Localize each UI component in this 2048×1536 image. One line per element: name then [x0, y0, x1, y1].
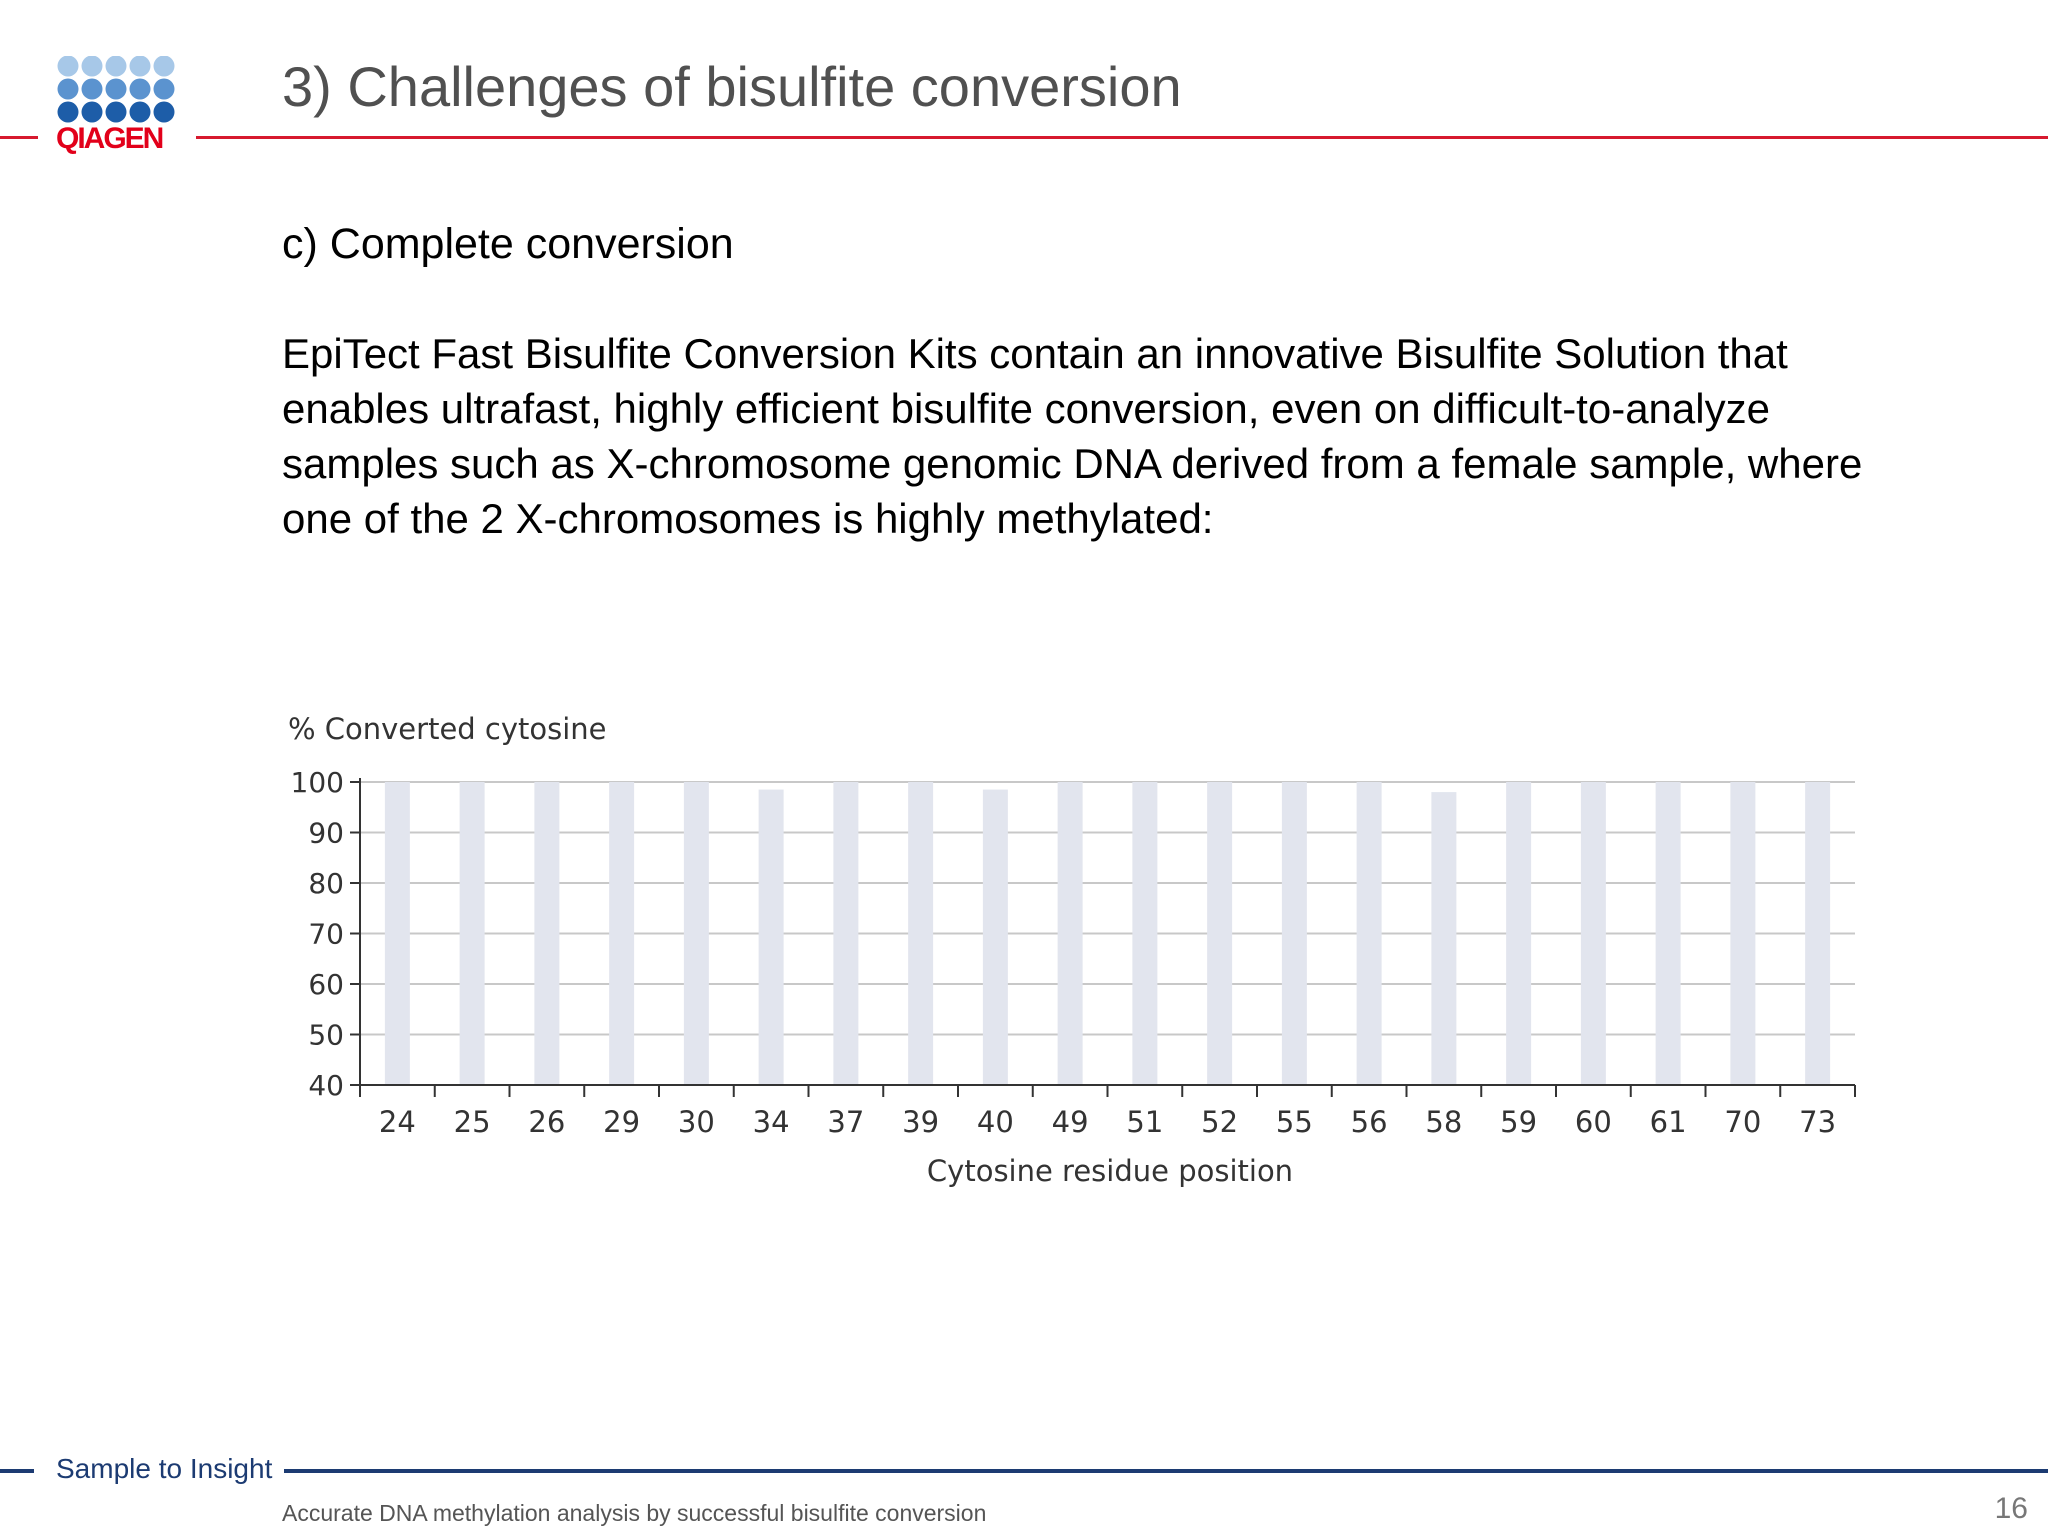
slide-subheading: c) Complete conversion — [282, 220, 734, 268]
header-rule-left — [0, 136, 38, 139]
bar-position-34 — [759, 790, 784, 1085]
conversion-bar-chart — [270, 710, 1870, 1210]
x-tick-label: 25 — [453, 1105, 491, 1139]
bar-position-30 — [684, 782, 709, 1085]
x-tick-label: 58 — [1425, 1105, 1463, 1139]
page-number: 16 — [1994, 1492, 2028, 1525]
logo-dot — [130, 56, 151, 77]
logo-dot — [130, 102, 151, 123]
x-tick-label: 73 — [1799, 1105, 1837, 1139]
bar-position-56 — [1357, 782, 1382, 1085]
logo-dot — [58, 56, 79, 77]
bar-position-59 — [1506, 782, 1531, 1085]
x-tick-label: 34 — [752, 1105, 790, 1139]
x-tick-label: 55 — [1275, 1105, 1313, 1139]
logo-dot — [154, 102, 175, 123]
bar-position-60 — [1581, 782, 1606, 1085]
logo-dot — [154, 79, 175, 100]
logo-dot — [82, 56, 103, 77]
x-tick-label: 49 — [1051, 1105, 1089, 1139]
logo-dot — [58, 102, 79, 123]
logo-dot — [106, 102, 127, 123]
y-tick-label: 50 — [308, 1018, 344, 1052]
logo-dot — [82, 79, 103, 100]
logo-dot — [58, 79, 79, 100]
footer-rule-left — [0, 1469, 34, 1473]
bar-position-40 — [983, 790, 1008, 1085]
footer-caption: Accurate DNA methylation analysis by successful bisulfite conversion — [282, 1500, 987, 1526]
x-tick-label: 52 — [1201, 1105, 1239, 1139]
bar-position-61 — [1656, 782, 1681, 1085]
slide-title: 3) Challenges of bisulfite conversion — [282, 55, 1182, 118]
chart-ylabel: % Converted cytosine — [288, 712, 607, 746]
x-tick-label: 24 — [378, 1105, 416, 1139]
x-tick-label: 30 — [677, 1105, 715, 1139]
x-tick-label: 60 — [1574, 1105, 1612, 1139]
x-tick-label: 56 — [1350, 1105, 1388, 1139]
bar-position-51 — [1132, 782, 1157, 1085]
x-tick-label: 61 — [1649, 1105, 1687, 1139]
footer-rule — [284, 1469, 2048, 1473]
bar-position-70 — [1730, 782, 1755, 1085]
bar-position-29 — [609, 782, 634, 1085]
slide-body-text: EpiTect Fast Bisulfite Conversion Kits contain an innovative Bisulfite Solution that enables ultrafast, highly efficient bisulfite conversion, even on difficult-to-analyze samples such as X-chromosome genomic DNA derived from a female sample, where one of the 2 X-chromosomes is highly methylated: — [282, 330, 1863, 542]
y-tick-label: 40 — [308, 1069, 344, 1102]
bar-position-39 — [908, 782, 933, 1085]
x-tick-label: 39 — [902, 1105, 940, 1139]
bar-position-49 — [1058, 782, 1083, 1085]
x-tick-label: 26 — [528, 1105, 566, 1139]
logo-dot — [82, 102, 103, 123]
x-tick-label: 70 — [1724, 1105, 1762, 1139]
header-rule — [196, 136, 2048, 139]
x-tick-label: 29 — [603, 1105, 641, 1139]
logo-dot — [130, 79, 151, 100]
qiagen-logo — [56, 56, 176, 156]
logo-dot — [106, 56, 127, 77]
x-tick-label: 59 — [1500, 1105, 1538, 1139]
bar-position-52 — [1207, 782, 1232, 1085]
chart-xlabel: Cytosine residue position — [926, 1154, 1294, 1188]
bar-position-24 — [385, 782, 410, 1085]
y-tick-label: 90 — [308, 816, 344, 850]
logo-dots-icon — [56, 56, 176, 124]
x-tick-label: 40 — [976, 1105, 1014, 1139]
y-tick-label: 70 — [308, 917, 344, 951]
bar-position-73 — [1805, 782, 1830, 1085]
bar-position-37 — [833, 782, 858, 1085]
bar-position-25 — [460, 782, 485, 1085]
bar-position-58 — [1431, 792, 1456, 1085]
logo-dot — [154, 56, 175, 77]
bar-position-55 — [1282, 782, 1307, 1085]
y-tick-label: 100 — [290, 766, 344, 799]
logo-dot — [106, 79, 127, 100]
y-tick-label: 80 — [308, 867, 344, 900]
footer-tagline: Sample to Insight — [56, 1453, 273, 1484]
x-tick-label: 37 — [827, 1105, 865, 1139]
logo-text: QIAGEN — [56, 122, 163, 155]
bar-position-26 — [534, 782, 559, 1085]
x-tick-label: 51 — [1126, 1105, 1164, 1139]
y-tick-label: 60 — [308, 968, 344, 1001]
